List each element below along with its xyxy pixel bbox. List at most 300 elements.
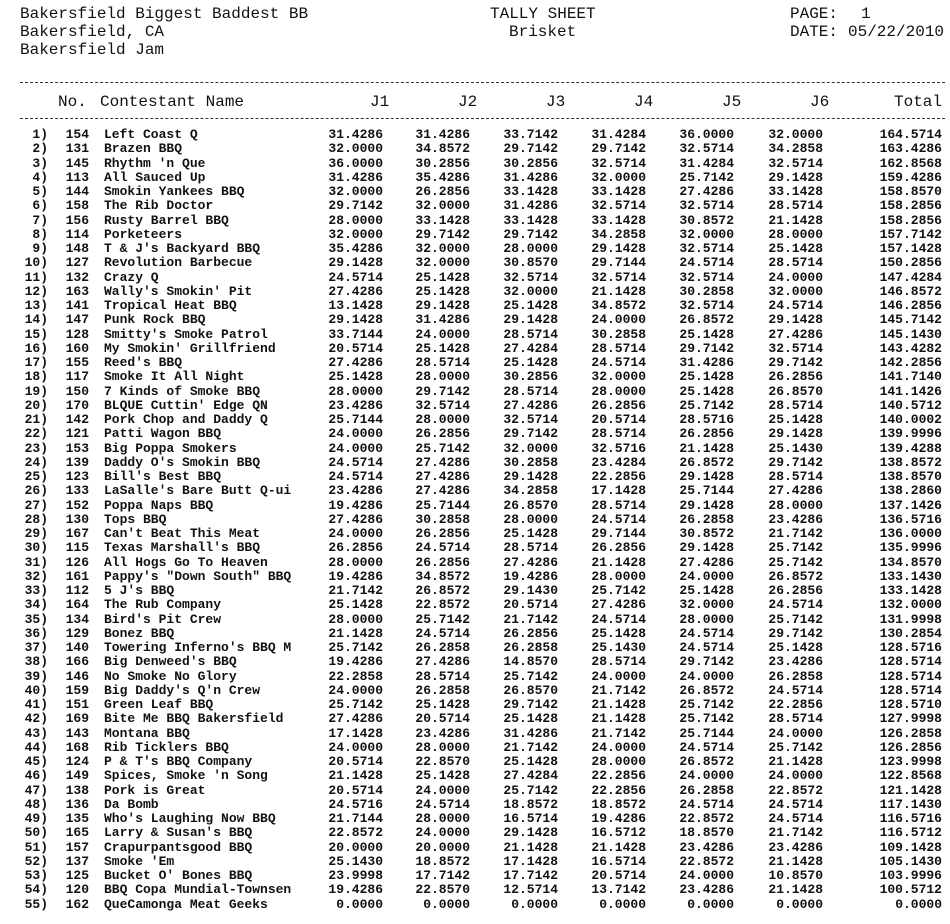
- score-j6: 24.5714: [768, 597, 823, 613]
- total-score: 143.4282: [879, 340, 942, 356]
- score-j5: 25.7142: [679, 397, 734, 413]
- contestant-name: Daddy O's Smokin BBQ: [104, 454, 261, 470]
- rank: 13): [24, 298, 48, 313]
- rank: 9): [32, 241, 48, 256]
- score-j4: 22.2856: [591, 768, 646, 784]
- table-row: [0, 142, 950, 156]
- total-score: 147.4284: [879, 269, 942, 285]
- table-row: [0, 157, 950, 171]
- score-j5: 25.1428: [679, 369, 734, 385]
- score-j2: 28.0000: [415, 739, 470, 755]
- score-j6: 27.4286: [768, 483, 823, 499]
- total-score: 145.1430: [879, 326, 942, 342]
- contestant-name: BBQ Copa Mundial-Townsen: [104, 882, 292, 898]
- score-j2: 27.4286: [415, 454, 470, 470]
- score-j5: 24.0000: [679, 668, 734, 684]
- contestant-number: 125: [65, 868, 89, 883]
- contestant-name: Rusty Barrel BBQ: [104, 212, 229, 228]
- table-row: [0, 727, 950, 741]
- score-j5: 30.2858: [679, 283, 734, 299]
- total-score: 139.9996: [879, 426, 942, 442]
- score-j1: 28.0000: [328, 212, 383, 228]
- table-row: [0, 299, 950, 313]
- table-row: [0, 242, 950, 256]
- score-j4: 32.5714: [591, 198, 646, 214]
- score-j6: 29.7142: [768, 625, 823, 641]
- score-j6: 29.1428: [768, 312, 823, 328]
- score-j1: 20.5714: [328, 340, 383, 356]
- contestant-name: Smokin Yankees BBQ: [104, 184, 245, 199]
- score-j1: 32.0000: [328, 141, 383, 157]
- score-j3: 25.7142: [503, 668, 558, 684]
- total-score: 142.2856: [879, 355, 942, 370]
- total-score: 126.2858: [879, 725, 942, 741]
- score-j1: 0.0000: [336, 896, 383, 912]
- rank: 7): [32, 212, 48, 228]
- score-j5: 28.0000: [679, 611, 734, 627]
- score-j3: 19.4286: [503, 568, 558, 584]
- score-j3: 31.4286: [503, 725, 558, 741]
- score-j1: 24.5714: [328, 269, 383, 285]
- table-row: [0, 598, 950, 612]
- total-score: 135.9996: [879, 540, 942, 556]
- score-j3: 25.1428: [503, 355, 558, 370]
- score-j3: 30.2858: [503, 454, 558, 470]
- score-j5: 32.5714: [679, 241, 734, 256]
- score-j6: 22.2856: [768, 697, 823, 712]
- column-header-no: No.: [58, 93, 87, 111]
- contestant-number: 131: [65, 141, 89, 157]
- table-row: [0, 342, 950, 356]
- contestant-number: 129: [65, 625, 89, 641]
- contestant-number: 151: [65, 697, 89, 712]
- score-j2: 24.0000: [415, 825, 470, 841]
- score-j2: 29.7142: [415, 226, 470, 242]
- score-j4: 20.5714: [591, 412, 646, 427]
- rank: 55): [24, 896, 48, 912]
- contestant-name: Towering Inferno's BBQ M: [104, 640, 292, 655]
- event-location: Bakersfield, CA: [20, 23, 165, 41]
- contestant-name: LaSalle's Bare Butt Q-ui: [104, 483, 292, 499]
- score-j6: 26.8570: [768, 383, 823, 399]
- contestant-name: Bite Me BBQ Bakersfield: [104, 711, 284, 727]
- score-j1: 19.4286: [328, 568, 383, 584]
- table-row: [0, 784, 950, 798]
- score-j1: 17.1428: [328, 725, 383, 741]
- contestant-number: 165: [65, 825, 89, 841]
- score-j6: 28.5714: [768, 397, 823, 413]
- score-j3: 18.8572: [503, 796, 558, 812]
- rank: 10): [24, 255, 48, 271]
- score-j6: 28.0000: [768, 226, 823, 242]
- score-j1: 22.8572: [328, 825, 383, 841]
- rank: 38): [24, 654, 48, 670]
- score-j1: 29.7142: [328, 198, 383, 214]
- total-score: 133.1428: [879, 583, 942, 598]
- score-j3: 14.8570: [503, 654, 558, 670]
- rank: 47): [24, 782, 48, 798]
- score-j6: 22.8572: [768, 782, 823, 798]
- score-j4: 34.2858: [591, 226, 646, 242]
- table-row: [0, 655, 950, 669]
- score-j2: 29.1428: [415, 298, 470, 313]
- score-j1: 23.4286: [328, 397, 383, 413]
- score-j4: 19.4286: [591, 811, 646, 826]
- sheet-title: TALLY SHEET: [490, 5, 596, 23]
- score-j5: 29.1428: [679, 497, 734, 513]
- score-j3: 29.1428: [503, 825, 558, 841]
- score-j2: 28.5714: [415, 668, 470, 684]
- total-score: 163.4286: [879, 141, 942, 157]
- score-j3: 34.2858: [503, 483, 558, 499]
- date-label: DATE:: [790, 23, 839, 41]
- score-j3: 28.0000: [503, 511, 558, 527]
- contestant-number: 149: [65, 768, 89, 784]
- contestant-name: All Hogs Go To Heaven: [104, 554, 268, 570]
- contestant-number: 145: [65, 155, 89, 171]
- total-score: 136.0000: [879, 526, 942, 541]
- score-j3: 27.4286: [503, 397, 558, 413]
- score-j6: 25.1428: [768, 640, 823, 655]
- total-score: 103.9996: [879, 868, 942, 883]
- rank: 2): [32, 141, 48, 157]
- contestant-number: 113: [65, 169, 89, 185]
- score-j5: 25.7142: [679, 697, 734, 712]
- total-score: 158.8570: [879, 184, 942, 199]
- score-j5: 23.4286: [679, 882, 734, 898]
- contestant-name: 5 J's BBQ: [104, 583, 175, 598]
- score-j1: 24.0000: [328, 426, 383, 442]
- contestant-number: 170: [65, 397, 89, 413]
- table-row: [0, 199, 950, 213]
- contestant-name: Revolution Barbecue: [104, 255, 253, 271]
- score-j2: 28.0000: [415, 412, 470, 427]
- rank: 40): [24, 682, 48, 698]
- rank: 22): [24, 426, 48, 442]
- score-j2: 17.7142: [415, 868, 470, 883]
- total-score: 127.9998: [879, 711, 942, 727]
- score-j4: 33.1428: [591, 212, 646, 228]
- score-j2: 0.0000: [423, 896, 470, 912]
- score-j5: 18.8570: [679, 825, 734, 841]
- contestant-name: Pork Chop and Daddy Q: [104, 412, 268, 427]
- contestant-number: 138: [65, 782, 89, 798]
- table-row: [0, 684, 950, 698]
- score-j2: 34.8572: [415, 568, 470, 584]
- contestant-number: 141: [65, 298, 89, 313]
- score-j6: 29.7142: [768, 355, 823, 370]
- contestant-number: 114: [65, 226, 89, 242]
- contestant-number: 146: [65, 668, 89, 684]
- contestant-number: 155: [65, 355, 89, 370]
- contestant-name: Montana BBQ: [104, 725, 190, 741]
- score-j6: 34.2858: [768, 141, 823, 157]
- rank: 37): [24, 640, 48, 655]
- table-row: [0, 271, 950, 285]
- rank: 41): [24, 697, 48, 712]
- contestant-number: 154: [65, 127, 89, 142]
- rank: 16): [24, 340, 48, 356]
- table-row: [0, 128, 950, 142]
- contestant-name: BLQUE Cuttin' Edge QN: [104, 397, 268, 413]
- score-j1: 29.1428: [328, 255, 383, 271]
- score-j4: 24.5714: [591, 511, 646, 527]
- score-j2: 18.8572: [415, 853, 470, 869]
- score-j2: 28.5714: [415, 355, 470, 370]
- score-j3: 30.2856: [503, 155, 558, 171]
- date-value: 05/22/2010: [848, 23, 945, 41]
- score-j2: 31.4286: [415, 312, 470, 328]
- score-j3: 32.0000: [503, 440, 558, 456]
- table-row: [0, 370, 950, 384]
- score-j3: 27.4286: [503, 554, 558, 570]
- score-j3: 28.0000: [503, 241, 558, 256]
- total-score: 133.1430: [879, 568, 942, 584]
- score-j3: 28.5714: [503, 326, 558, 342]
- score-j6: 24.5714: [768, 682, 823, 698]
- score-j1: 13.1428: [328, 298, 383, 313]
- score-j6: 24.5714: [768, 796, 823, 812]
- score-j2: 23.4286: [415, 725, 470, 741]
- contestant-name: Patti Wagon BBQ: [104, 426, 222, 442]
- rank: 30): [24, 540, 48, 556]
- score-j6: 25.1428: [768, 412, 823, 427]
- score-j1: 21.7142: [328, 583, 383, 598]
- score-j3: 26.2858: [503, 640, 558, 655]
- rank: 15): [24, 326, 48, 342]
- table-row: [0, 741, 950, 755]
- total-score: 146.2856: [879, 298, 942, 313]
- results-table: [0, 128, 950, 912]
- score-j6: 33.1428: [768, 184, 823, 199]
- score-j5: 29.7142: [679, 654, 734, 670]
- rank: 45): [24, 754, 48, 769]
- rank: 42): [24, 711, 48, 727]
- rank: 33): [24, 583, 48, 598]
- rank: 26): [24, 483, 48, 499]
- contestant-number: 112: [65, 583, 89, 598]
- header-divider: [20, 118, 945, 119]
- score-j2: 25.7142: [415, 611, 470, 627]
- score-j3: 32.5714: [503, 269, 558, 285]
- score-j3: 31.4286: [503, 198, 558, 214]
- contestant-name: Crazy Q: [104, 269, 159, 285]
- score-j3: 30.2856: [503, 369, 558, 385]
- rank: 21): [24, 412, 48, 427]
- rank: 25): [24, 469, 48, 484]
- rank: 51): [24, 839, 48, 855]
- score-j6: 29.1428: [768, 426, 823, 442]
- contestant-number: 150: [65, 383, 89, 399]
- score-j6: 25.7142: [768, 739, 823, 755]
- score-j4: 28.5714: [591, 497, 646, 513]
- contestant-number: 169: [65, 711, 89, 727]
- table-row: [0, 185, 950, 199]
- contestant-name: Tops BBQ: [104, 511, 167, 527]
- score-j5: 24.5714: [679, 796, 734, 812]
- table-row: [0, 499, 950, 513]
- score-j6: 21.1428: [768, 212, 823, 228]
- score-j5: 24.5714: [679, 255, 734, 271]
- score-j1: 25.1430: [328, 853, 383, 869]
- score-j4: 25.1428: [591, 625, 646, 641]
- score-j1: 31.4286: [328, 169, 383, 185]
- total-score: 159.4286: [879, 169, 942, 185]
- contestant-number: 139: [65, 454, 89, 470]
- score-j2: 22.8570: [415, 754, 470, 769]
- score-j6: 32.0000: [768, 127, 823, 142]
- contestant-number: 132: [65, 269, 89, 285]
- event-name: Bakersfield Jam: [20, 41, 165, 59]
- score-j2: 26.2856: [415, 184, 470, 199]
- score-j3: 21.7142: [503, 611, 558, 627]
- score-j1: 20.5714: [328, 782, 383, 798]
- contestant-name: Rib Ticklers BBQ: [104, 739, 229, 755]
- total-score: 140.5712: [879, 397, 942, 413]
- score-j3: 33.1428: [503, 212, 558, 228]
- score-j2: 32.0000: [415, 255, 470, 271]
- score-j4: 29.7144: [591, 255, 646, 271]
- score-j4: 28.0000: [591, 568, 646, 584]
- score-j3: 29.7142: [503, 697, 558, 712]
- score-j6: 0.0000: [776, 896, 823, 912]
- score-j6: 28.5714: [768, 198, 823, 214]
- score-j5: 31.4284: [679, 155, 734, 171]
- score-j3: 29.1428: [503, 469, 558, 484]
- score-j4: 22.2856: [591, 469, 646, 484]
- score-j1: 20.0000: [328, 839, 383, 855]
- contestant-name: Rhythm 'n Que: [104, 155, 206, 171]
- table-row: [0, 356, 950, 370]
- total-score: 132.0000: [879, 597, 942, 613]
- score-j5: 29.7142: [679, 340, 734, 356]
- table-row: [0, 755, 950, 769]
- contestant-number: 143: [65, 725, 89, 741]
- contestant-name: Da Bomb: [104, 796, 159, 812]
- contestant-number: 166: [65, 654, 89, 670]
- score-j5: 25.7142: [679, 169, 734, 185]
- contestant-name: Larry & Susan's BBQ: [104, 825, 253, 841]
- score-j3: 12.5714: [503, 882, 558, 898]
- score-j6: 32.0000: [768, 283, 823, 299]
- score-j2: 20.5714: [415, 711, 470, 727]
- total-score: 141.7140: [879, 369, 942, 385]
- contestant-name: Crapurpantsgood BBQ: [104, 839, 253, 855]
- score-j3: 29.7142: [503, 426, 558, 442]
- score-j3: 33.7142: [503, 127, 558, 142]
- contestant-name: Green Leaf BBQ: [104, 697, 214, 712]
- rank: 11): [24, 269, 48, 285]
- score-j3: 31.4286: [503, 169, 558, 185]
- score-j6: 21.1428: [768, 882, 823, 898]
- table-row: [0, 841, 950, 855]
- score-j2: 26.2856: [415, 526, 470, 541]
- score-j3: 17.7142: [503, 868, 558, 883]
- score-j5: 22.8572: [679, 853, 734, 869]
- score-j5: 27.4286: [679, 554, 734, 570]
- score-j2: 26.2856: [415, 426, 470, 442]
- rank: 14): [24, 312, 48, 328]
- score-j2: 28.0000: [415, 811, 470, 826]
- score-j3: 16.5714: [503, 811, 558, 826]
- contestant-name: QueCamonga Meat Geeks: [104, 896, 268, 912]
- total-score: 150.2856: [879, 255, 942, 271]
- rank: 46): [24, 768, 48, 784]
- score-j1: 24.0000: [328, 440, 383, 456]
- score-j1: 25.7144: [328, 412, 383, 427]
- score-j6: 25.1428: [768, 241, 823, 256]
- contestant-name: P & T's BBQ Company: [104, 754, 253, 769]
- score-j1: 27.4286: [328, 511, 383, 527]
- score-j4: 27.4286: [591, 597, 646, 613]
- score-j4: 24.5714: [591, 355, 646, 370]
- score-j5: 32.5714: [679, 198, 734, 214]
- score-j5: 24.0000: [679, 768, 734, 784]
- total-score: 136.5716: [879, 511, 942, 527]
- score-j1: 22.2858: [328, 668, 383, 684]
- table-row: [0, 826, 950, 840]
- column-header-j2: J2: [458, 93, 478, 111]
- score-j4: 28.0000: [591, 754, 646, 769]
- score-j1: 25.1428: [328, 597, 383, 613]
- contestant-number: 121: [65, 426, 89, 442]
- score-j2: 35.4286: [415, 169, 470, 185]
- rank: 24): [24, 454, 48, 470]
- score-j3: 26.2856: [503, 625, 558, 641]
- total-score: 121.1428: [879, 782, 942, 798]
- contestant-number: 142: [65, 412, 89, 427]
- total-score: 146.8572: [879, 283, 942, 299]
- score-j3: 29.1430: [503, 583, 558, 598]
- table-row: [0, 413, 950, 427]
- score-j3: 32.0000: [503, 283, 558, 299]
- contestant-name: No Smoke No Glory: [104, 668, 237, 684]
- total-score: 117.1430: [879, 796, 942, 812]
- score-j2: 34.8572: [415, 141, 470, 157]
- score-j1: 19.4286: [328, 654, 383, 670]
- contestant-name: Poppa Naps BBQ: [104, 497, 214, 513]
- score-j6: 25.7142: [768, 554, 823, 570]
- score-j2: 26.2856: [415, 554, 470, 570]
- table-row: [0, 313, 950, 327]
- score-j3: 29.1428: [503, 312, 558, 328]
- score-j1: 21.1428: [328, 625, 383, 641]
- score-j6: 23.4286: [768, 511, 823, 527]
- contestant-name: Smoke It All Night: [104, 369, 245, 385]
- table-row: [0, 470, 950, 484]
- contestant-name: Texas Marshall's BBQ: [104, 540, 261, 556]
- total-score: 157.7142: [879, 226, 942, 242]
- score-j2: 29.7142: [415, 383, 470, 399]
- table-row: [0, 869, 950, 883]
- score-j2: 27.4286: [415, 469, 470, 484]
- score-j1: 25.7142: [328, 640, 383, 655]
- score-j3: 30.8570: [503, 255, 558, 271]
- column-header-j3: J3: [546, 93, 566, 111]
- score-j1: 28.0000: [328, 611, 383, 627]
- score-j1: 25.7142: [328, 697, 383, 712]
- table-row: [0, 698, 950, 712]
- table-row: [0, 627, 950, 641]
- score-j5: 30.8572: [679, 526, 734, 541]
- score-j2: 24.0000: [415, 326, 470, 342]
- score-j5: 25.1428: [679, 326, 734, 342]
- score-j2: 26.8572: [415, 583, 470, 598]
- contestant-name: Brazen BBQ: [104, 141, 183, 157]
- table-row: [0, 855, 950, 869]
- score-j4: 21.1428: [591, 839, 646, 855]
- score-j3: 29.7142: [503, 141, 558, 157]
